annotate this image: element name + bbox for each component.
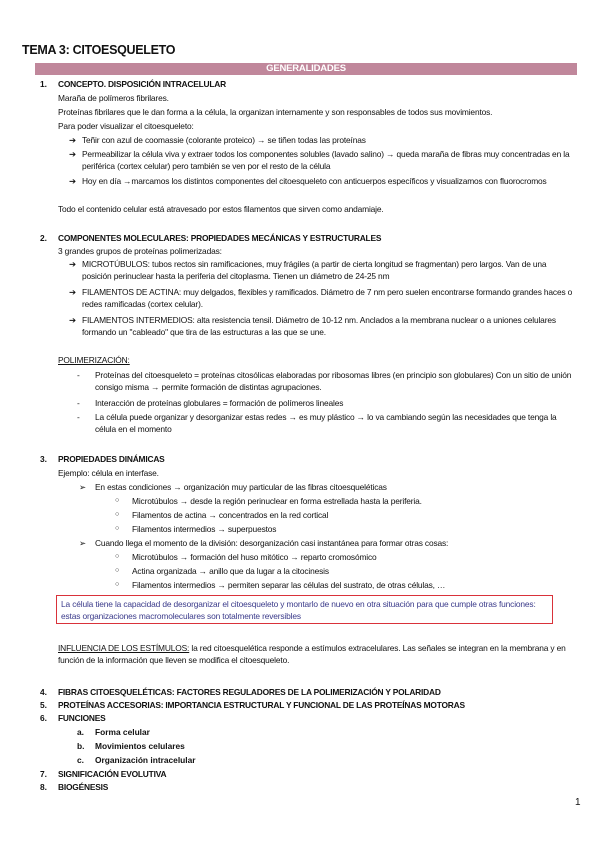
list-item: ○ Filamentos intermedios → superpuestos xyxy=(115,524,277,534)
section-heading: COMPONENTES MOLECULARES: PROPIEDADES MECÁNICAS Y ESTRUCTURALES xyxy=(58,233,382,243)
section-heading: FUNCIONES xyxy=(58,713,106,723)
list-item: ○ Filamentos intermedios → permiten separar las células del sustrato, de otras células, … xyxy=(115,580,446,590)
triangle-arrow-icon: ➢ xyxy=(79,538,86,548)
section-number: 5. xyxy=(40,700,47,710)
circle-bullet-icon: ○ xyxy=(115,511,120,518)
paragraph: Maraña de polímeros fibrilares. xyxy=(58,93,169,103)
list-item: ○ Actina organizada → anillo que da lugar a la citocinesis xyxy=(115,566,329,576)
dash-marker: - xyxy=(77,370,80,380)
paragraph: Para poder visualizar el citoesqueleto: xyxy=(58,121,194,131)
list-item: ➔ FILAMENTOS INTERMEDIOS: alta resistencia tensil. Diámetro de 10-12 nm. Anclados a la membrana nuclear o a uniones celulares formando un "cableado" que tira de las estructuras a las que se une. xyxy=(69,315,556,338)
arrow-icon: ➔ xyxy=(69,287,76,297)
section-heading: CONCEPTO. DISPOSICIÓN INTRACELULAR xyxy=(58,79,226,89)
triangle-arrow-icon: ➢ xyxy=(79,482,86,492)
section-banner: GENERALIDADES xyxy=(35,63,577,75)
section-number: 2. xyxy=(40,233,47,243)
list-item: c. Organización intracelular xyxy=(77,755,196,765)
section-number: 4. xyxy=(40,687,47,697)
circle-bullet-icon: ○ xyxy=(115,553,120,560)
paragraph: Ejemplo: célula en interfase. xyxy=(58,468,159,478)
section-heading: PROTEÍNAS ACCESORIAS: IMPORTANCIA ESTRUCTURAL Y FUNCIONAL DE LAS PROTEÍNAS MOTORAS xyxy=(58,700,465,710)
section-heading: PROPIEDADES DINÁMICAS xyxy=(58,454,165,464)
dash-marker: - xyxy=(77,398,80,408)
list-item: ○ Microtúbulos → formación del huso mitótico → reparto cromosómico xyxy=(115,552,377,562)
page-title: TEMA 3: CITOESQUELETO xyxy=(22,43,176,57)
paragraph: 3 grandes grupos de proteínas polimerizadas: xyxy=(58,246,222,256)
section-number: 1. xyxy=(40,79,47,89)
list-item: ➔ Teñir con azul de coomassie (colorante proteico) → se tiñen todas las proteínas xyxy=(69,135,366,145)
paragraph: Todo el contenido celular está atravesado por estos filamentos que sirven como andamiaje. xyxy=(58,204,384,214)
section-number: 6. xyxy=(40,713,47,723)
arrow-icon: ➔ xyxy=(69,259,76,269)
list-item: - Proteínas del citoesqueleto = proteínas citosólicas elaboradas por ribosomas libres (en principio son globulares) Con un sitio de unión consigo misma → permite formación de distintas agrupaciones. xyxy=(77,370,572,393)
list-item: ➔ MICROTÚBULOS: tubos rectos sin ramificaciones, muy frágiles (a partir de cierta longitud se fragmentan) pero largos. Van de una posición perinuclear hasta la periferia del citoplasma. Tienen un diámetro de 24-25 nm xyxy=(69,259,547,282)
highlight-box: La célula tiene la capacidad de desorganizar el citoesqueleto y montarlo de nuevo en otra situación para que cumple otras funciones: estas organizaciones macromoleculares son totalmente reversibles xyxy=(56,595,553,624)
list-item: ➔ Hoy en día →marcamos los distintos componentes del citoesqueleto con anticuerpos específicos y visualizamos con fluorocromos xyxy=(69,176,547,186)
circle-bullet-icon: ○ xyxy=(115,497,120,504)
list-item: a. Forma celular xyxy=(77,727,150,737)
section-number: 8. xyxy=(40,782,47,792)
section-heading: BIOGÉNESIS xyxy=(58,782,109,792)
list-item: ➢ Cuando llega el momento de la división: desorganización casi instantánea para formar otras cosas: xyxy=(79,538,449,548)
list-item: ➢ En estas condiciones → organización muy particular de las fibras citoesqueléticas xyxy=(79,482,387,492)
list-item: - Interacción de proteínas globulares = formación de polímeros lineales xyxy=(77,398,344,408)
arrow-icon: ➔ xyxy=(69,149,76,159)
arrow-icon: ➔ xyxy=(69,176,76,186)
list-item: b. Movimientos celulares xyxy=(77,741,185,751)
section-heading: FIBRAS CITOESQUELÉTICAS: FACTORES REGULADORES DE LA POLIMERIZACIÓN Y POLARIDAD xyxy=(58,687,441,697)
section-number: 7. xyxy=(40,769,47,779)
list-item: ➔ FILAMENTOS DE ACTINA: muy delgados, flexibles y ramificados. Diámetro de 7 nm pero suelen encontrarse formando grandes haces o redes ramificadas (cortex celular). xyxy=(69,287,573,310)
page-number: 1 xyxy=(575,797,581,808)
paragraph: Proteínas fibrilares que le dan forma a la célula, la organizan internamente y son responsables de todos sus movimientos. xyxy=(58,107,493,117)
paragraph: INFLUENCIA DE LOS ESTÍMULOS: la red citoesquelética responde a estímulos extracelulares. Las señales se integran en la membrana y en función de la información que lleven se modifica el citoesqueleto. xyxy=(58,643,566,666)
subsection-label: POLIMERIZACIÓN: xyxy=(58,355,130,365)
dash-marker: - xyxy=(77,412,80,422)
arrow-icon: ➔ xyxy=(69,315,76,325)
list-item: ○ Microtúbulos → desde la región perinuclear en forma estrellada hasta la periferia. xyxy=(115,496,422,506)
section-heading: SIGNIFICACIÓN EVOLUTIVA xyxy=(58,769,167,779)
circle-bullet-icon: ○ xyxy=(115,567,120,574)
circle-bullet-icon: ○ xyxy=(115,581,120,588)
subsection-label: INFLUENCIA DE LOS ESTÍMULOS: xyxy=(58,643,190,653)
list-item: - La célula puede organizar y desorganizar estas redes → es muy plástico → lo va cambiando según las necesidades que tenga la célula en el momento xyxy=(77,412,557,435)
arrow-icon: ➔ xyxy=(69,135,76,145)
section-number: 3. xyxy=(40,454,47,464)
list-item: ○ Filamentos de actina → concentrados en la red cortical xyxy=(115,510,329,520)
circle-bullet-icon: ○ xyxy=(115,525,120,532)
list-item: ➔ Permeabilizar la célula viva y extraer todos los componentes solubles (lavado salino) → queda maraña de fibras muy concentradas en la periférica (cortex celular) pero también se ven por el resto de la célula xyxy=(69,149,570,172)
